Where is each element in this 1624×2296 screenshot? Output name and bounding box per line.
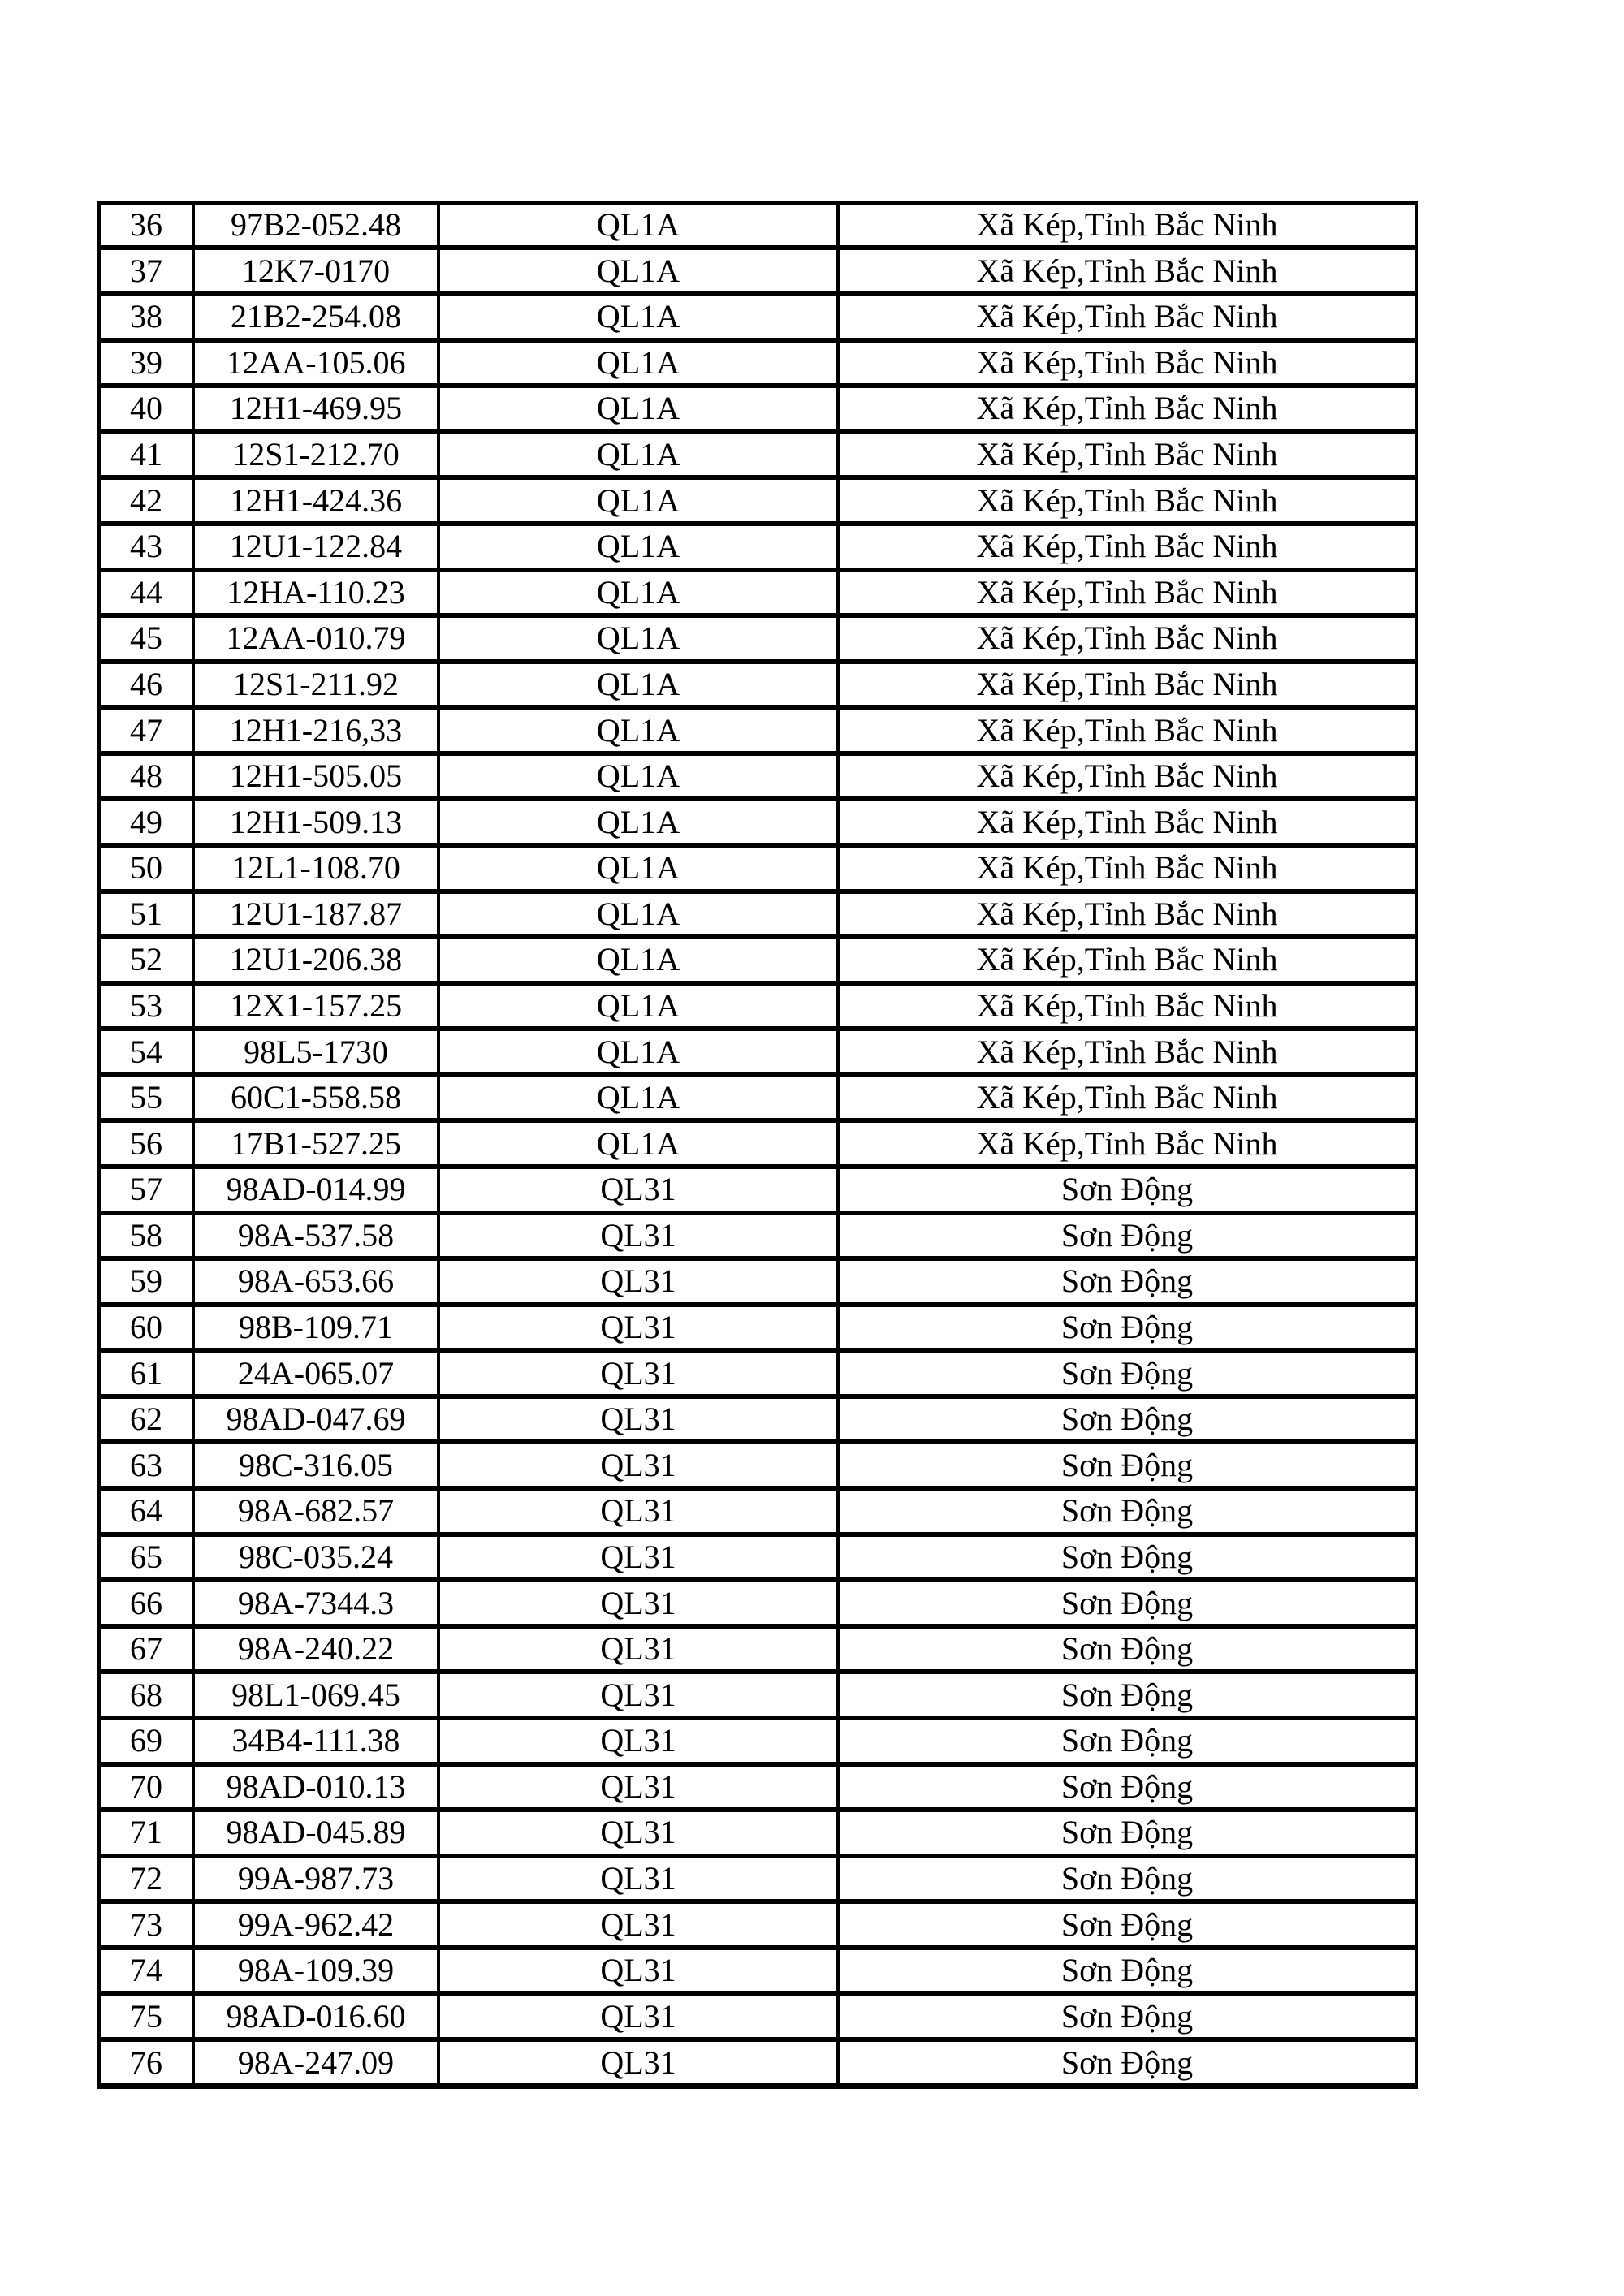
row-number-cell: 38 bbox=[99, 294, 193, 340]
table-row bbox=[99, 1626, 1416, 1672]
row-number-cell: 53 bbox=[99, 983, 193, 1029]
location-cell: Sơn Động bbox=[838, 1993, 1416, 2039]
table-row bbox=[99, 524, 1416, 570]
route-cell: QL31 bbox=[438, 1488, 838, 1534]
table-row bbox=[99, 1120, 1416, 1167]
plate-cell: 98AD-047.69 bbox=[193, 1396, 438, 1443]
route-cell: QL31 bbox=[438, 1580, 838, 1626]
route-cell: QL1A bbox=[438, 615, 838, 662]
row-number-cell: 46 bbox=[99, 662, 193, 708]
table-row bbox=[99, 707, 1416, 753]
location-cell: Xã Kép,Tỉnh Bắc Ninh bbox=[838, 799, 1416, 845]
plate-cell: 12S1-212.70 bbox=[193, 432, 438, 478]
table-row bbox=[99, 615, 1416, 662]
table-row bbox=[99, 1948, 1416, 1994]
plate-cell: 24A-065.07 bbox=[193, 1350, 438, 1396]
location-cell: Xã Kép,Tỉnh Bắc Ninh bbox=[838, 294, 1416, 340]
route-cell: QL1A bbox=[438, 248, 838, 294]
route-cell: QL31 bbox=[438, 1948, 838, 1994]
location-cell: Xã Kép,Tỉnh Bắc Ninh bbox=[838, 477, 1416, 524]
plate-cell: 98AD-010.13 bbox=[193, 1764, 438, 1810]
plate-cell: 12AA-010.79 bbox=[193, 615, 438, 662]
table-row bbox=[99, 753, 1416, 800]
row-number-cell: 62 bbox=[99, 1396, 193, 1443]
plate-cell: 98AD-016.60 bbox=[193, 1993, 438, 2039]
row-number-cell: 47 bbox=[99, 707, 193, 753]
table-row bbox=[99, 1764, 1416, 1810]
row-number-cell: 40 bbox=[99, 386, 193, 432]
table-row bbox=[99, 1396, 1416, 1443]
route-cell: QL31 bbox=[438, 1718, 838, 1764]
plate-cell: 98A-537.58 bbox=[193, 1213, 438, 1259]
row-number-cell: 39 bbox=[99, 340, 193, 386]
route-cell: QL1A bbox=[438, 891, 838, 938]
plate-cell: 98A-7344.3 bbox=[193, 1580, 438, 1626]
plate-cell: 12H1-469.95 bbox=[193, 386, 438, 432]
table-row bbox=[99, 1029, 1416, 1075]
location-cell: Xã Kép,Tỉnh Bắc Ninh bbox=[838, 203, 1416, 248]
table-body bbox=[99, 203, 1416, 2087]
location-cell: Xã Kép,Tỉnh Bắc Ninh bbox=[838, 386, 1416, 432]
table-row bbox=[99, 983, 1416, 1029]
row-number-cell: 71 bbox=[99, 1810, 193, 1856]
row-number-cell: 68 bbox=[99, 1672, 193, 1718]
row-number-cell: 36 bbox=[99, 203, 193, 248]
row-number-cell: 41 bbox=[99, 432, 193, 478]
row-number-cell: 56 bbox=[99, 1120, 193, 1167]
plate-cell: 12L1-108.70 bbox=[193, 845, 438, 891]
route-cell: QL1A bbox=[438, 432, 838, 478]
plate-cell: 12X1-157.25 bbox=[193, 983, 438, 1029]
row-number-cell: 69 bbox=[99, 1718, 193, 1764]
row-number-cell: 54 bbox=[99, 1029, 193, 1075]
location-cell: Sơn Động bbox=[838, 1810, 1416, 1856]
route-cell: QL31 bbox=[438, 1764, 838, 1810]
row-number-cell: 61 bbox=[99, 1350, 193, 1396]
table-row bbox=[99, 1075, 1416, 1121]
table-row bbox=[99, 845, 1416, 891]
route-cell: QL31 bbox=[438, 1258, 838, 1305]
vehicle-table bbox=[97, 201, 1418, 2089]
route-cell: QL1A bbox=[438, 753, 838, 800]
location-cell: Sơn Động bbox=[838, 1580, 1416, 1626]
route-cell: QL31 bbox=[438, 1901, 838, 1948]
route-cell: QL31 bbox=[438, 1534, 838, 1581]
location-cell: Sơn Động bbox=[838, 1213, 1416, 1259]
table-row bbox=[99, 1305, 1416, 1351]
table-row bbox=[99, 937, 1416, 983]
table-row bbox=[99, 248, 1416, 294]
row-number-cell: 58 bbox=[99, 1213, 193, 1259]
table-row bbox=[99, 432, 1416, 478]
route-cell: QL31 bbox=[438, 1167, 838, 1213]
location-cell: Sơn Động bbox=[838, 1258, 1416, 1305]
table-row bbox=[99, 1258, 1416, 1305]
plate-cell: 12H1-509.13 bbox=[193, 799, 438, 845]
location-cell: Xã Kép,Tỉnh Bắc Ninh bbox=[838, 248, 1416, 294]
plate-cell: 21B2-254.08 bbox=[193, 294, 438, 340]
location-cell: Sơn Động bbox=[838, 1901, 1416, 1948]
plate-cell: 12U1-122.84 bbox=[193, 524, 438, 570]
row-number-cell: 65 bbox=[99, 1534, 193, 1581]
route-cell: QL1A bbox=[438, 799, 838, 845]
table-row bbox=[99, 294, 1416, 340]
row-number-cell: 63 bbox=[99, 1442, 193, 1488]
row-number-cell: 55 bbox=[99, 1075, 193, 1121]
plate-cell: 12K7-0170 bbox=[193, 248, 438, 294]
location-cell: Sơn Động bbox=[838, 1948, 1416, 1994]
plate-cell: 99A-987.73 bbox=[193, 1856, 438, 1902]
route-cell: QL1A bbox=[438, 1120, 838, 1167]
table-row bbox=[99, 1810, 1416, 1856]
location-cell: Xã Kép,Tỉnh Bắc Ninh bbox=[838, 891, 1416, 938]
location-cell: Xã Kép,Tỉnh Bắc Ninh bbox=[838, 1029, 1416, 1075]
plate-cell: 12H1-424.36 bbox=[193, 477, 438, 524]
plate-cell: 12AA-105.06 bbox=[193, 340, 438, 386]
plate-cell: 98A-247.09 bbox=[193, 2039, 438, 2087]
plate-cell: 98AD-014.99 bbox=[193, 1167, 438, 1213]
location-cell: Sơn Động bbox=[838, 1167, 1416, 1213]
table-row bbox=[99, 2039, 1416, 2087]
location-cell: Sơn Động bbox=[838, 1442, 1416, 1488]
route-cell: QL1A bbox=[438, 203, 838, 248]
location-cell: Xã Kép,Tỉnh Bắc Ninh bbox=[838, 524, 1416, 570]
location-cell: Xã Kép,Tỉnh Bắc Ninh bbox=[838, 983, 1416, 1029]
plate-cell: 98A-240.22 bbox=[193, 1626, 438, 1672]
location-cell: Sơn Động bbox=[838, 1718, 1416, 1764]
location-cell: Xã Kép,Tỉnh Bắc Ninh bbox=[838, 340, 1416, 386]
table-row bbox=[99, 1993, 1416, 2039]
row-number-cell: 37 bbox=[99, 248, 193, 294]
table-row bbox=[99, 1901, 1416, 1948]
plate-cell: 98AD-045.89 bbox=[193, 1810, 438, 1856]
plate-cell: 99A-962.42 bbox=[193, 1901, 438, 1948]
location-cell: Xã Kép,Tỉnh Bắc Ninh bbox=[838, 570, 1416, 616]
row-number-cell: 76 bbox=[99, 2039, 193, 2087]
route-cell: QL31 bbox=[438, 1993, 838, 2039]
table-row bbox=[99, 891, 1416, 938]
location-cell: Sơn Động bbox=[838, 1350, 1416, 1396]
location-cell: Xã Kép,Tỉnh Bắc Ninh bbox=[838, 432, 1416, 478]
route-cell: QL31 bbox=[438, 1672, 838, 1718]
plate-cell: 12U1-206.38 bbox=[193, 937, 438, 983]
row-number-cell: 49 bbox=[99, 799, 193, 845]
route-cell: QL31 bbox=[438, 1626, 838, 1672]
location-cell: Xã Kép,Tỉnh Bắc Ninh bbox=[838, 1120, 1416, 1167]
row-number-cell: 66 bbox=[99, 1580, 193, 1626]
table-row bbox=[99, 799, 1416, 845]
table-row bbox=[99, 1856, 1416, 1902]
location-cell: Sơn Động bbox=[838, 1626, 1416, 1672]
table-row bbox=[99, 1442, 1416, 1488]
row-number-cell: 72 bbox=[99, 1856, 193, 1902]
route-cell: QL1A bbox=[438, 1029, 838, 1075]
plate-cell: 60C1-558.58 bbox=[193, 1075, 438, 1121]
table-row bbox=[99, 203, 1416, 248]
route-cell: QL1A bbox=[438, 570, 838, 616]
plate-cell: 97B2-052.48 bbox=[193, 203, 438, 248]
location-cell: Sơn Động bbox=[838, 1672, 1416, 1718]
route-cell: QL1A bbox=[438, 524, 838, 570]
table-row bbox=[99, 662, 1416, 708]
route-cell: QL31 bbox=[438, 1213, 838, 1259]
plate-cell: 98L1-069.45 bbox=[193, 1672, 438, 1718]
route-cell: QL1A bbox=[438, 662, 838, 708]
row-number-cell: 42 bbox=[99, 477, 193, 524]
table-row bbox=[99, 1350, 1416, 1396]
location-cell: Xã Kép,Tỉnh Bắc Ninh bbox=[838, 707, 1416, 753]
route-cell: QL1A bbox=[438, 340, 838, 386]
plate-cell: 12H1-216,33 bbox=[193, 707, 438, 753]
location-cell: Sơn Động bbox=[838, 1396, 1416, 1443]
table-row bbox=[99, 570, 1416, 616]
row-number-cell: 74 bbox=[99, 1948, 193, 1994]
table-row bbox=[99, 1718, 1416, 1764]
route-cell: QL1A bbox=[438, 707, 838, 753]
location-cell: Sơn Động bbox=[838, 1305, 1416, 1351]
row-number-cell: 50 bbox=[99, 845, 193, 891]
plate-cell: 98A-109.39 bbox=[193, 1948, 438, 1994]
plate-cell: 12H1-505.05 bbox=[193, 753, 438, 800]
location-cell: Sơn Động bbox=[838, 1764, 1416, 1810]
row-number-cell: 73 bbox=[99, 1901, 193, 1948]
row-number-cell: 75 bbox=[99, 1993, 193, 2039]
row-number-cell: 45 bbox=[99, 615, 193, 662]
row-number-cell: 48 bbox=[99, 753, 193, 800]
location-cell: Xã Kép,Tỉnh Bắc Ninh bbox=[838, 937, 1416, 983]
route-cell: QL1A bbox=[438, 937, 838, 983]
location-cell: Xã Kép,Tỉnh Bắc Ninh bbox=[838, 753, 1416, 800]
row-number-cell: 57 bbox=[99, 1167, 193, 1213]
plate-cell: 12U1-187.87 bbox=[193, 891, 438, 938]
table-row bbox=[99, 1534, 1416, 1581]
route-cell: QL1A bbox=[438, 983, 838, 1029]
location-cell: Xã Kép,Tỉnh Bắc Ninh bbox=[838, 615, 1416, 662]
table-row bbox=[99, 340, 1416, 386]
route-cell: QL31 bbox=[438, 1810, 838, 1856]
route-cell: QL31 bbox=[438, 1305, 838, 1351]
table-row bbox=[99, 1580, 1416, 1626]
location-cell: Sơn Động bbox=[838, 1856, 1416, 1902]
table-row bbox=[99, 1672, 1416, 1718]
plate-cell: 98L5-1730 bbox=[193, 1029, 438, 1075]
route-cell: QL31 bbox=[438, 2039, 838, 2087]
route-cell: QL31 bbox=[438, 1856, 838, 1902]
route-cell: QL1A bbox=[438, 477, 838, 524]
plate-cell: 98A-682.57 bbox=[193, 1488, 438, 1534]
location-cell: Xã Kép,Tỉnh Bắc Ninh bbox=[838, 845, 1416, 891]
table-row bbox=[99, 1213, 1416, 1259]
route-cell: QL1A bbox=[438, 386, 838, 432]
row-number-cell: 59 bbox=[99, 1258, 193, 1305]
plate-cell: 17B1-527.25 bbox=[193, 1120, 438, 1167]
location-cell: Sơn Động bbox=[838, 1534, 1416, 1581]
location-cell: Sơn Động bbox=[838, 2039, 1416, 2087]
route-cell: QL31 bbox=[438, 1396, 838, 1443]
row-number-cell: 70 bbox=[99, 1764, 193, 1810]
plate-cell: 12HA-110.23 bbox=[193, 570, 438, 616]
route-cell: QL31 bbox=[438, 1350, 838, 1396]
route-cell: QL1A bbox=[438, 1075, 838, 1121]
row-number-cell: 67 bbox=[99, 1626, 193, 1672]
table-row bbox=[99, 1167, 1416, 1213]
plate-cell: 98A-653.66 bbox=[193, 1258, 438, 1305]
table-row bbox=[99, 386, 1416, 432]
plate-cell: 98B-109.71 bbox=[193, 1305, 438, 1351]
row-number-cell: 43 bbox=[99, 524, 193, 570]
location-cell: Xã Kép,Tỉnh Bắc Ninh bbox=[838, 662, 1416, 708]
row-number-cell: 51 bbox=[99, 891, 193, 938]
plate-cell: 98C-316.05 bbox=[193, 1442, 438, 1488]
location-cell: Xã Kép,Tỉnh Bắc Ninh bbox=[838, 1075, 1416, 1121]
route-cell: QL1A bbox=[438, 294, 838, 340]
row-number-cell: 44 bbox=[99, 570, 193, 616]
row-number-cell: 60 bbox=[99, 1305, 193, 1351]
plate-cell: 12S1-211.92 bbox=[193, 662, 438, 708]
route-cell: QL1A bbox=[438, 845, 838, 891]
route-cell: QL31 bbox=[438, 1442, 838, 1488]
table-row bbox=[99, 1488, 1416, 1534]
row-number-cell: 52 bbox=[99, 937, 193, 983]
location-cell: Sơn Động bbox=[838, 1488, 1416, 1534]
row-number-cell: 64 bbox=[99, 1488, 193, 1534]
plate-cell: 34B4-111.38 bbox=[193, 1718, 438, 1764]
table-row bbox=[99, 477, 1416, 524]
plate-cell: 98C-035.24 bbox=[193, 1534, 438, 1581]
